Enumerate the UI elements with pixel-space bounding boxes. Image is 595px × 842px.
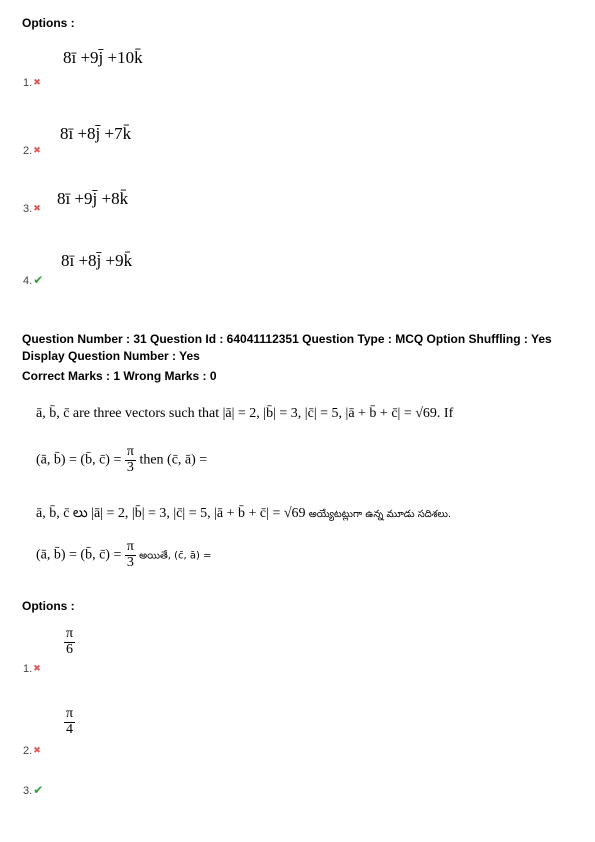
fraction-denominator: 4 xyxy=(66,721,74,737)
angle-equality: (ā, b̄) = (b̄, c̄) = xyxy=(36,452,125,468)
question-text-en-line2 xyxy=(36,445,207,475)
options-heading: Options : xyxy=(22,16,75,30)
option-2-fraction xyxy=(64,707,75,737)
q31-option-1-marker xyxy=(23,663,41,675)
cross-icon: ✖ xyxy=(33,663,41,673)
question-ask: then (c̄, ā) = xyxy=(135,452,208,468)
pi-over-3-fraction xyxy=(125,445,136,475)
option-1-fraction xyxy=(64,627,75,657)
option-2-number: 2. xyxy=(23,745,33,757)
option-3-expression: 8ī +9j̄ +8k̄ xyxy=(57,189,129,208)
q31-option-2-expression xyxy=(64,707,75,737)
fraction-denominator: 3 xyxy=(126,459,134,475)
option-1-number: 1. xyxy=(23,77,33,89)
option-4-expression: 8ī +8j̄ +9k̄ xyxy=(61,251,133,270)
pi-over-3-fraction-te xyxy=(125,540,136,570)
option-2-number: 2. xyxy=(23,145,33,157)
option-3-marker xyxy=(23,203,41,215)
question-text-te-line1 xyxy=(36,505,451,524)
option-3-number: 3. xyxy=(23,203,33,215)
option-3-number: 3. xyxy=(23,785,33,797)
question-text-te-line2 xyxy=(36,540,211,570)
cross-icon: ✖ xyxy=(33,145,41,155)
option-2-marker xyxy=(23,145,41,157)
check-icon: ✔ xyxy=(33,783,44,797)
marks-line: Correct Marks : 1 Wrong Marks : 0 xyxy=(22,369,217,383)
fraction-numerator: π xyxy=(126,539,134,554)
option-1-number: 1. xyxy=(23,663,33,675)
fraction-denominator: 6 xyxy=(66,641,74,657)
option-2-expression: 8ī +8j̄ +7k̄ xyxy=(60,124,132,143)
q31-option-3-marker xyxy=(23,783,43,797)
check-icon: ✔ xyxy=(33,273,44,287)
option-1-expression: 8ī +9j̄ +10k̄ xyxy=(63,48,143,67)
telugu-text: అయ్యేటట్లుగా ఉన్న మూడు సదిశలు. xyxy=(305,509,452,520)
q31-option-2-marker xyxy=(23,745,41,757)
question-header: Question Number : 31 Question Id : 64041112351 Question Type : MCQ Option Shuffling : Yes xyxy=(22,332,552,346)
cross-icon: ✖ xyxy=(33,77,41,87)
cross-icon: ✖ xyxy=(33,203,41,213)
q31-option-1-expression xyxy=(64,627,75,657)
fraction-numerator: π xyxy=(66,626,74,641)
cross-icon: ✖ xyxy=(33,745,41,755)
telugu-question-ask: అయితే, (c̄, ā) = xyxy=(135,550,212,562)
option-1-marker xyxy=(23,77,41,89)
angle-equality-te: (ā, b̄) = (b̄, c̄) = xyxy=(36,547,125,563)
question-text-en-line1: ā, b̄, c̄ are three vectors such that |ā| = 2, |b̄| = 3, |c̄| = 5, |ā + b̄ + c̄| = √69. If xyxy=(36,406,454,421)
fraction-numerator: π xyxy=(66,706,74,721)
fraction-numerator: π xyxy=(126,444,134,459)
option-4-number: 4. xyxy=(23,275,33,287)
option-4-marker xyxy=(23,273,43,287)
display-question-number: Display Question Number : Yes xyxy=(22,349,200,363)
telugu-math: ā, b̄, c̄ లు |ā| = 2, |b̄| = 3, |c̄| = 5, |ā + b̄ + c̄| = √69 xyxy=(36,506,306,521)
options-heading-q31: Options : xyxy=(22,599,75,613)
fraction-denominator: 3 xyxy=(126,554,134,570)
